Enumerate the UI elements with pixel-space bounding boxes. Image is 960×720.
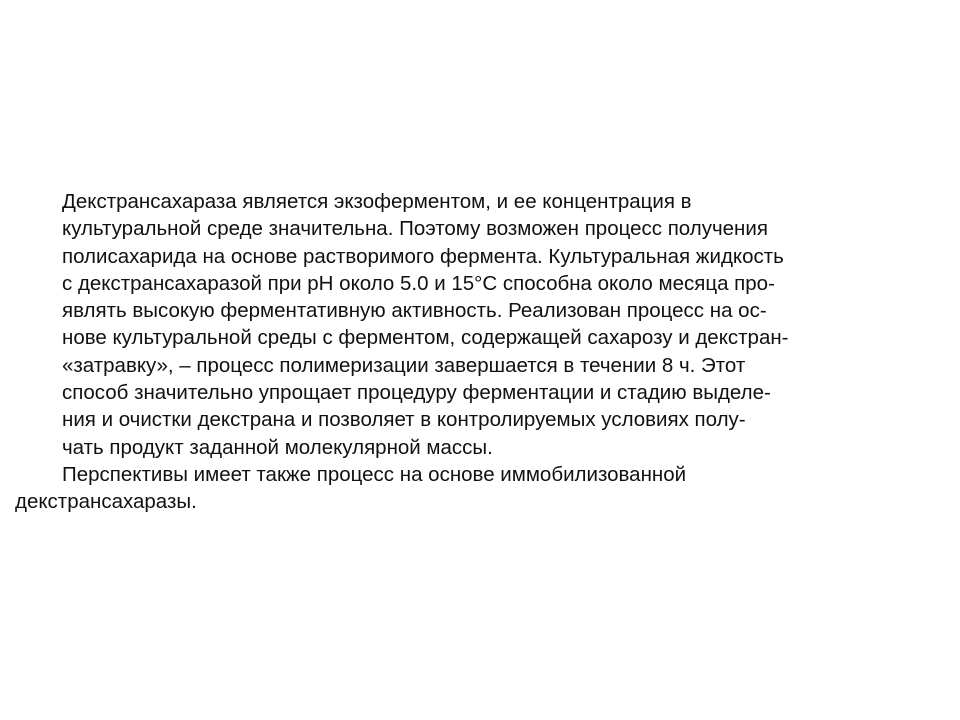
text-line: «затравку», – процесс полимеризации завершается в течении 8 ч. Этот	[62, 353, 746, 377]
text-line: декстрансахаразы.	[15, 490, 197, 514]
text-line: чать продукт заданной молекулярной массы.	[62, 435, 493, 459]
text-line: полисахарида на основе растворимого фермента. Культуральная жидкость	[62, 244, 784, 268]
body-text	[0, 188, 960, 516]
text-line: нове культуральной среды с ферментом, содержащей сахарозу и декстран-	[62, 326, 789, 350]
text-line: способ значительно упрощает процедуру ферментации и стадию выделе-	[62, 381, 771, 405]
text-line: Декстрансахараза является экзоферментом, и ее концентрация в	[62, 190, 692, 213]
text-line: с декстрансахаразой при pH около 5.0 и 15°С способна около месяца про-	[62, 271, 775, 295]
text-line: являть высокую ферментативную активность. Реализован процесс на ос-	[62, 299, 767, 323]
text-line: ния и очистки декстрана и позволяет в контролируемых условиях полу-	[62, 408, 746, 432]
text-line: культуральной среде значительна. Поэтому возможен процесс получения	[62, 217, 768, 241]
text-line: Перспективы имеет также процесс на основе иммобилизованной	[62, 462, 687, 486]
